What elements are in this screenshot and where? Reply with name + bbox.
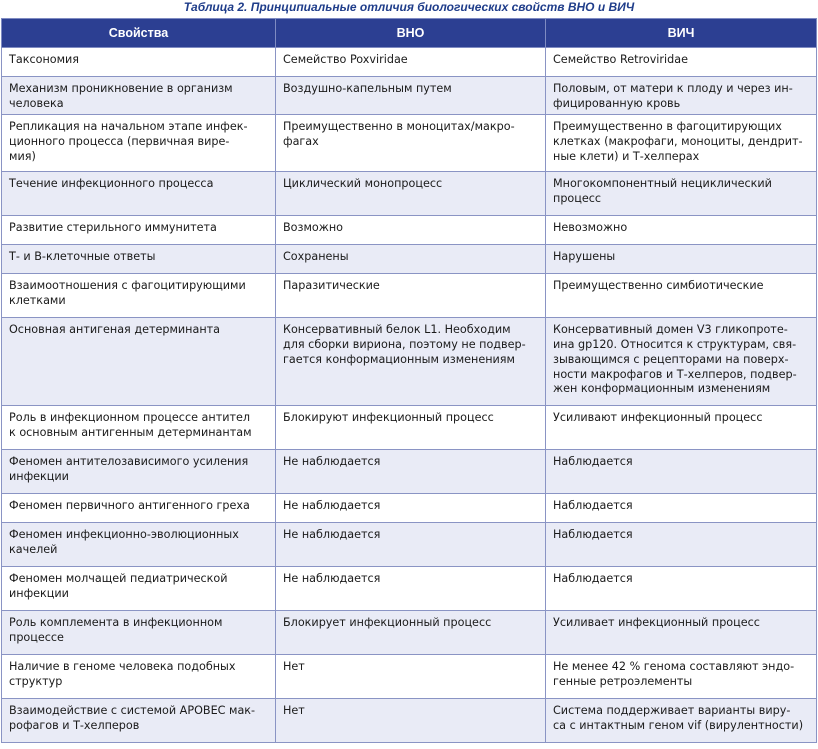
hiv-cell: Наблюдается bbox=[546, 450, 817, 494]
header-hiv: ВИЧ bbox=[546, 19, 817, 48]
property-cell: Механизм проникновение в организм человека bbox=[2, 77, 276, 115]
vno-cell: Циклический монопроцесс bbox=[276, 172, 546, 216]
property-cell: Наличие в геноме человека подобных структур bbox=[2, 655, 276, 699]
vno-cell: Блокируют инфекционный процесс bbox=[276, 406, 546, 450]
hiv-cell: Не менее 42 % генома составляют эндо- генные ретроэлементы bbox=[546, 655, 817, 699]
hiv-cell: Преимущественно симбиотические bbox=[546, 274, 817, 318]
table-caption: Таблица 2. Принципиальные отличия биологических свойств ВНО и ВИЧ bbox=[183, 0, 635, 14]
hiv-cell: Семейство Retroviridae bbox=[546, 48, 817, 77]
table-row bbox=[2, 494, 817, 523]
vno-cell: Воздушно-капельным путем bbox=[276, 77, 546, 115]
comparison-table bbox=[1, 18, 817, 743]
hiv-cell: Наблюдается bbox=[546, 523, 817, 567]
property-cell: Феномен молчащей педиатрической инфекции bbox=[2, 567, 276, 611]
table-row bbox=[2, 274, 817, 318]
property-cell: Феномен первичного антигенного греха bbox=[2, 494, 276, 523]
property-cell: Роль комплемента в инфекционном процессе bbox=[2, 611, 276, 655]
vno-cell: Блокирует инфекционный процесс bbox=[276, 611, 546, 655]
hiv-cell: Многокомпонентный нециклический процесс bbox=[546, 172, 817, 216]
property-cell: Феномен антителозависимого усиления инфекции bbox=[2, 450, 276, 494]
table-row bbox=[2, 318, 817, 406]
table-row bbox=[2, 699, 817, 743]
table-row bbox=[2, 245, 817, 274]
vno-cell: Не наблюдается bbox=[276, 494, 546, 523]
vno-cell: Не наблюдается bbox=[276, 450, 546, 494]
property-cell: Течение инфекционного процесса bbox=[2, 172, 276, 216]
table-row bbox=[2, 406, 817, 450]
table-row bbox=[2, 216, 817, 245]
hiv-cell: Усиливают инфекционный процесс bbox=[546, 406, 817, 450]
table-row bbox=[2, 567, 817, 611]
vno-cell: Возможно bbox=[276, 216, 546, 245]
vno-cell: Семейство Poxviridae bbox=[276, 48, 546, 77]
header-vno: ВНО bbox=[276, 19, 546, 48]
table-body bbox=[2, 48, 817, 743]
property-cell: Репликация на начальном этапе инфек- ционного процесса (первичная вире- мия) bbox=[2, 115, 276, 172]
table-row bbox=[2, 77, 817, 115]
table-row bbox=[2, 523, 817, 567]
vno-cell: Преимущественно в моноцитах/макро- фагах bbox=[276, 115, 546, 172]
vno-cell: Паразитические bbox=[276, 274, 546, 318]
vno-cell: Нет bbox=[276, 655, 546, 699]
hiv-cell: Наблюдается bbox=[546, 567, 817, 611]
property-cell: Развитие стерильного иммунитета bbox=[2, 216, 276, 245]
header-properties: Свойства bbox=[2, 19, 276, 48]
vno-cell: Нет bbox=[276, 699, 546, 743]
property-cell: Взаимодействие с системой APOBEC мак- рофагов и Т-хелперов bbox=[2, 699, 276, 743]
vno-cell: Консервативный белок L1. Необходим для сборки вириона, поэтому не подвер- гается конформационным изменениям bbox=[276, 318, 546, 406]
table-row bbox=[2, 115, 817, 172]
property-cell: Взаимоотношения с фагоцитирующими клетками bbox=[2, 274, 276, 318]
property-cell: Роль в инфекционном процессе антител к основным антигенным детерминантам bbox=[2, 406, 276, 450]
table-row bbox=[2, 450, 817, 494]
hiv-cell: Преимущественно в фагоцитирующих клетках (макрофаги, моноциты, дендрит- ные клети) и Т-хелперах bbox=[546, 115, 817, 172]
vno-cell: Сохранены bbox=[276, 245, 546, 274]
table-row bbox=[2, 172, 817, 216]
hiv-cell: Невозможно bbox=[546, 216, 817, 245]
hiv-cell: Консервативный домен V3 гликопроте- ина gp120. Относится к структурам, свя- зывающимся с рецепторами на поверх- ности макрофагов и Т-хелперов, подвер- жен конформационным изменениям bbox=[546, 318, 817, 406]
hiv-cell: Система поддерживает варианты виру- са с интактным геном vif (вирулентности) bbox=[546, 699, 817, 743]
vno-cell: Не наблюдается bbox=[276, 523, 546, 567]
hiv-cell: Усиливает инфекционный процесс bbox=[546, 611, 817, 655]
table-row bbox=[2, 611, 817, 655]
property-cell: Феномен инфекционно-эволюционных качелей bbox=[2, 523, 276, 567]
property-cell: Т- и В-клеточные ответы bbox=[2, 245, 276, 274]
table-row bbox=[2, 48, 817, 77]
hiv-cell: Нарушены bbox=[546, 245, 817, 274]
property-cell: Таксономия bbox=[2, 48, 276, 77]
property-cell: Основная антигеная детерминанта bbox=[2, 318, 276, 406]
header-row bbox=[2, 19, 817, 48]
hiv-cell: Наблюдается bbox=[546, 494, 817, 523]
hiv-cell: Половым, от матери к плоду и через ин- фицированную кровь bbox=[546, 77, 817, 115]
vno-cell: Не наблюдается bbox=[276, 567, 546, 611]
table-row bbox=[2, 655, 817, 699]
